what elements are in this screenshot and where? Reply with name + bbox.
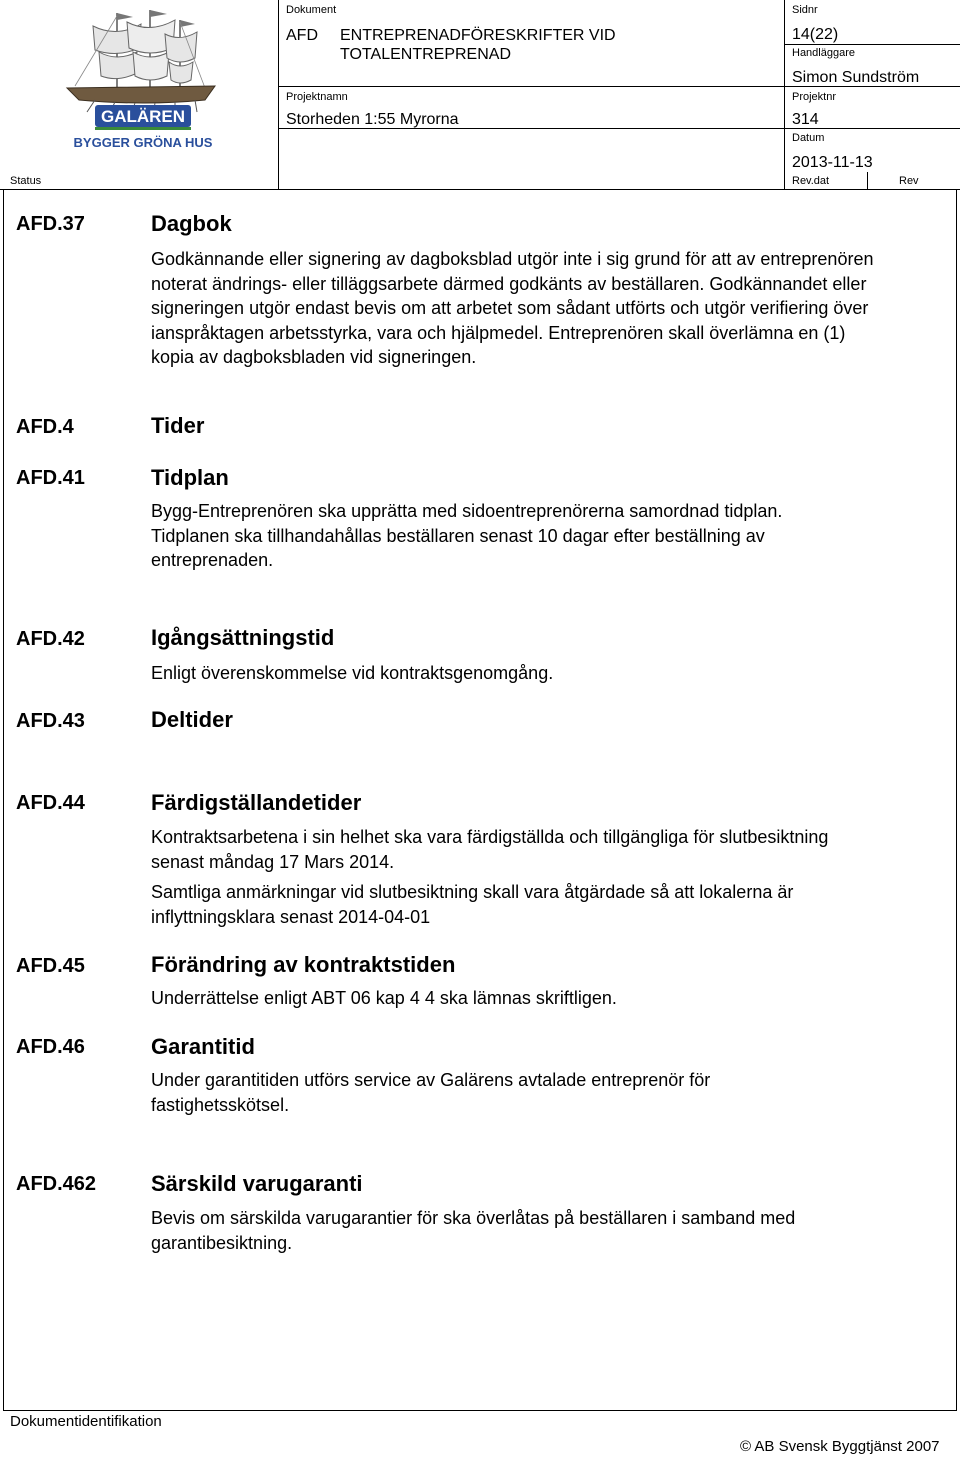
company-logo: [55, 8, 230, 158]
svg-text:BYGGER GRÖNA HUS: BYGGER GRÖNA HUS: [73, 135, 213, 150]
header-bottom-rule: [0, 189, 960, 190]
section-code: AFD.42: [16, 628, 85, 650]
section-code: AFD.37: [16, 213, 85, 235]
section-code: AFD.41: [16, 467, 85, 489]
section-code: AFD.4: [16, 416, 74, 438]
section-text: Under garantitiden utförs service av Galärens avtalade entreprenör för fastighetsskötsel.: [151, 1070, 711, 1115]
section-text: Underrättelse enligt ABT 06 kap 4 4 ska lämnas skriftligen.: [151, 988, 617, 1008]
status-label: Status: [10, 175, 42, 187]
section-heading: Igångsättningstid: [151, 625, 335, 650]
section-text: Bygg-Entreprenören ska upprätta med sidoentreprenörerna samordnad tidplan. Tidplanen ska tillhandahållas beställaren senast 10 dagar efter beställning av entreprenaden.: [151, 501, 783, 570]
section-heading: Garantitid: [151, 1034, 255, 1059]
rev-divider: [867, 172, 868, 190]
handler-value: Simon Sundström: [792, 69, 920, 86]
document-title-line1: ENTREPRENADFÖRESKRIFTER VID: [340, 27, 616, 44]
section-text: Godkännande eller signering av dagboksblad utgör inte i sig grund för att av entreprenören noterat ändrings- eller tilläggsarbete därmed godkänts av beställaren. Godkännandet eller signeringen utgör endast bevis om att arbetet som sådant utförts och utgör verifiering över ianspråktagen arbetsstyrka, vara och hjälpmedel. Entreprenören skall överlämna en (1) kopia av dagboksbladen vid signeringen.: [151, 249, 874, 367]
svg-text:GALÄREN: GALÄREN: [100, 107, 186, 126]
header-divider-right: [784, 0, 785, 190]
section-code: AFD.45: [16, 955, 85, 977]
document-id-label: Dokumentidentifikation: [10, 1413, 162, 1430]
footer-rule: [3, 1410, 957, 1411]
document-label: Dokument: [286, 4, 337, 16]
section-text: Bevis om särskilda varugarantier för ska överlåtas på beställaren i samband med garantibesiktning.: [151, 1208, 796, 1253]
page-number-value: 14(22): [792, 26, 839, 43]
section-heading: Dagbok: [151, 211, 232, 236]
galley-ship-icon: [55, 8, 230, 158]
header-row-divider: [784, 44, 960, 45]
project-number-label: Projektnr: [792, 91, 837, 103]
section-code: AFD.44: [16, 792, 85, 814]
project-name-value: Storheden 1:55 Myrorna: [286, 111, 459, 128]
section-heading: Förändring av kontraktstiden: [151, 952, 456, 977]
handler-label: Handläggare: [792, 47, 855, 59]
document-type: AFD: [286, 27, 318, 44]
date-value: 2013-11-13: [792, 154, 873, 171]
date-label: Datum: [792, 132, 825, 144]
copyright-notice: © AB Svensk Byggtjänst 2007: [740, 1438, 940, 1455]
section-heading: Tidplan: [151, 465, 229, 490]
section-heading: Deltider: [151, 707, 233, 732]
revision-label: Rev: [899, 175, 919, 187]
document-title-line2: TOTALENTREPRENAD: [340, 46, 511, 63]
section-code: AFD.43: [16, 710, 85, 732]
page-number-label: Sidnr: [792, 4, 818, 16]
section-text: Kontraktsarbetena i sin helhet ska vara färdigställda och tillgängliga för slutbesiktning senast måndag 17 Mars 2014.: [151, 827, 829, 872]
section-code: AFD.46: [16, 1036, 85, 1058]
project-name-label: Projektnamn: [286, 91, 348, 103]
section-text: Samtliga anmärkningar vid slutbesiktning skall vara åtgärdade så att lokalerna är inflyttningsklara senast 2014-04-01: [151, 882, 794, 927]
page-frame-right: [956, 189, 957, 1410]
section-heading: Färdigställandetider: [151, 790, 362, 815]
project-number-value: 314: [792, 111, 819, 128]
section-heading: Tider: [151, 413, 205, 438]
header-row-divider: [278, 86, 784, 87]
section-heading: Särskild varugaranti: [151, 1171, 363, 1196]
section-text: Enligt överenskommelse vid kontraktsgenomgång.: [151, 663, 554, 683]
section-code: AFD.462: [16, 1173, 97, 1195]
page-frame-left: [3, 189, 4, 1410]
document-header: [0, 0, 960, 190]
header-divider-left: [278, 0, 279, 190]
revision-date-label: Rev.dat: [792, 175, 830, 187]
